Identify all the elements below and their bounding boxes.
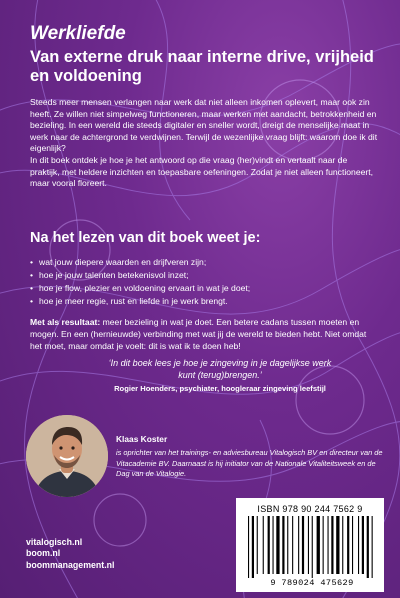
benefit-item: • hoe je jouw talenten betekenisvol inzet; [30,269,380,282]
benefits-list [30,256,380,308]
barcode-bar [328,516,329,574]
benefit-item: • hoe je meer regie, rust en liefde in je werk brengt. [30,295,380,308]
ean-barcode [246,516,376,578]
barcode-bar [331,516,333,574]
barcode-bar [367,516,369,578]
barcode-bar [347,516,349,574]
barcode-bar [276,516,279,574]
barcode-bar [252,516,254,578]
barcode-bar [352,516,353,574]
benefit-item: • wat jouw diepere waarden en drijfveren zijn; [30,256,380,269]
author-portrait-drawing [26,415,108,497]
link-boommanagement[interactable]: boommanagement.nl [26,559,115,570]
barcode-bar [268,516,270,574]
intro-paragraph-1: Steeds meer mensen verlangen naar werk dat niet alleen inkomen oplevert, maar ook zin heeft. Ze willen niet simpelweg functioneren, maar werken met aandacht, betrokkenheid en bezieling. In een wereld die steeds digitaler en sneller wordt, dreigt de menselijke maat in werk naar de achtergrond te verdwijnen. Terwijl de wezenlijke vraag blijft: waarom doe ik dit eigenlijk? [30,97,378,154]
barcode-bar [257,516,258,574]
barcode-bar [372,516,373,578]
link-boom[interactable]: boom.nl [26,548,61,559]
barcode-bar [336,516,339,574]
quote-text: ‘In dit boek lees je hoe je zingeving in je dagelijkse werk kunt (terug)brengen.’ [108,358,332,380]
link-vitalogisch[interactable]: vitalogisch.nl [26,537,83,547]
book-title: Werkliefde [30,23,126,44]
author-portrait-image [26,415,108,497]
barcode-bar [287,516,288,574]
result-paragraph [30,317,380,352]
benefits-heading: Na het lezen van dit boek weet je: [30,230,261,246]
barcode-bar [312,516,313,578]
benefit-item: • hoe je flow, plezier en voldoening ervaart in wat je doet; [30,282,380,295]
author-name: Klaas Koster [116,434,168,444]
barcode-bar [298,516,299,574]
barcode-bar [323,516,324,574]
author-bio: is oprichter van het trainings- en adviesbureau Vitalogisch BV en directeur van de Vitacademie BV. Daarnaast is hij initiator van de Nationale Vitaliteitsweek en de Dag van de Vitalogie. [116,448,383,478]
barcode-bar [273,516,274,574]
result-text: meer bezieling in wat je doet. Een betere cadans tussen moeten en mogen. En een (hernieuwde) verbinding met wat jij de wereld te bieden hebt. Niet omdat het moet, maar omdat je voelt: dit is wat ik te doen heb! [30,317,367,351]
barcode-area [236,498,384,592]
barcode-bar [248,516,249,578]
intro-paragraph-2: In dit boek ontdek je hoe je het antwoord op die vraag (her)vindt en vertaalt naar de praktijk, met heldere inzichten en toepasbare oefeningen. Zodat je niet alleen functioneert, maar vooral floreert. [30,154,374,189]
barcode-bar [302,516,304,574]
result-label: Met als resultaat: [30,317,101,327]
intro-text [30,97,378,190]
publisher-links [26,537,114,571]
barcode-digits: 9 789024 475629 [270,578,354,588]
quote-author: Rogier Hoenders, psychiater, hoogleraar zingeving leefstijl [114,384,326,393]
barcode-bar [308,516,309,574]
barcode-bar [292,516,293,574]
isbn-label: ISBN 978 90 244 7562 9 [257,504,363,514]
endorsement-quote [100,358,340,395]
barcode-bar [282,516,284,574]
barcode-bar [358,516,359,574]
barcode-bar [317,516,320,574]
barcode-bar [342,516,343,574]
book-subtitle: Van externe druk naar interne drive, vrijheid en voldoening [30,48,374,85]
barcode-bar [263,516,264,574]
barcode-bar [362,516,364,574]
